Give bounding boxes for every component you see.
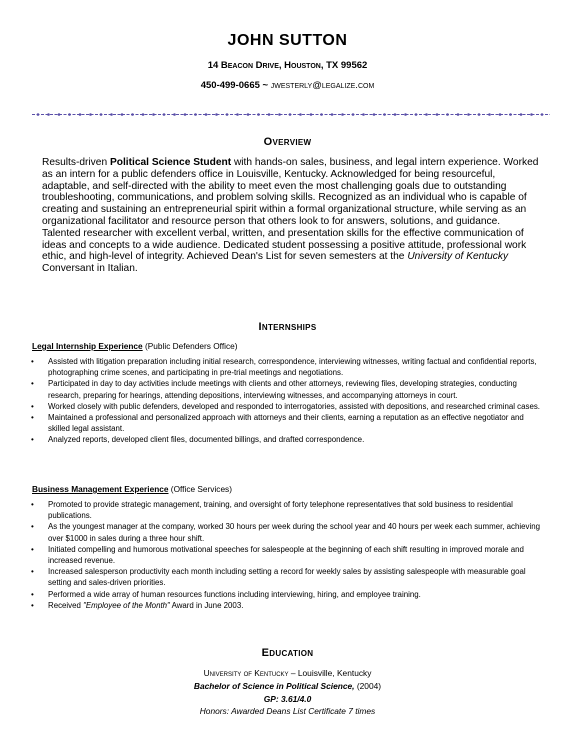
education-gpa: GP: 3.61/4.0	[263, 694, 312, 704]
list-item: • As the youngest manager at the company, worked 30 hours per week during the school year and 40 hours per week each summer, achieving over $1000 in sales during a three hour shift.	[31, 522, 540, 543]
education-degree: Bachelor of Science in Political Science, (2004)	[193, 681, 382, 691]
overview-university: University of Kentucky	[407, 251, 509, 263]
contact-address: 14 Beacon Drive, Houston, TX 99562	[207, 60, 368, 71]
legal-internship-heading: Legal Internship Experience (Public Defenders Office)	[32, 341, 238, 351]
list-item: • Maintained a professional and personalized approach with attorneys and their clients, earning a reputation as an effective negotiator and skilled legal assistant.	[31, 413, 524, 434]
list-item: • Worked closely with public defenders, developed and responded to interrogatories, assisted with depositions, and researched criminal cases.	[31, 401, 540, 411]
business-experience-list	[31, 499, 541, 611]
list-item: • Assisted with litigation preparation including initial research, correspondence, interviewing witnesses, writing factual and confidential reports, photographing crime scenes, and participating in pre-trial meetings and negotiations.	[31, 357, 537, 378]
list-item: • Received "Employee of the Month" Award in June 2003.	[31, 600, 244, 610]
list-item: • Promoted to provide strategic management, training, and oversight of forty telephone representatives that sold business to residential publications.	[31, 500, 513, 521]
contact-phone-email	[0, 80, 575, 91]
list-item: • Analyzed reports, developed client files, documented billings, and drafted correspondence.	[31, 435, 365, 445]
business-experience-heading: Business Management Experience (Office Services)	[32, 484, 232, 494]
list-item: • Initiated compelling and humorous motivational speeches for salespeople at the beginning of each shift resulting in improved morale and increased revenue.	[31, 544, 524, 566]
list-item: • Performed a wide array of human resources functions including interviewing, hiring, and employee training.	[31, 589, 421, 599]
legal-internship-list	[31, 356, 541, 446]
contact-phone: 450-499-0665 ~	[200, 80, 271, 91]
education-heading: Education	[261, 647, 314, 659]
list-item: • Increased salesperson productivity each month including setting a record for weekly sales by assisting salespeople with measurable goal setting and sales-driven priorities.	[31, 567, 526, 588]
resume-name: JOHN SUTTON	[227, 32, 348, 49]
header-divider	[32, 112, 550, 117]
overview-highlight: Political Science Student	[109, 157, 232, 168]
education-university: University of Kentucky – Louisville, Kentucky	[203, 668, 372, 678]
contact-email[interactable]: jwesterly@legalize.com	[270, 80, 375, 91]
education-honors: Honors: Awarded Deans List Certificate 7 times	[199, 706, 376, 716]
overview-heading: Overview	[263, 136, 312, 148]
list-item: • Participated in day to day activities include meetings with clients and other attorneys, reviewing files, developing strategies, conducting research, preparing for hearings, attending depositions, interviewing witnesses, and accompanying attorneys in court.	[31, 379, 517, 400]
internships-heading: Internships	[258, 321, 317, 333]
overview-paragraph: Results-driven Political Science Student with hands-on sales, business, and legal intern experience. Worked as an intern for a public defenders office in Louisville, Kentucky. Acknowledged for being resourceful, adaptable, and self-directed with the ability to meet even the most challenging goals due to outstanding troubleshooting, communications, and problem solving skills. Recognized as an individual who is capable of creating and sustaining an entrepreneurial spirit within a formal organizational structure, while serving as an organizational facilitator and resource person that others look to for answers, solutions, and guidance. Talented researcher with excellent verbal, written, and presentation skills for the effective communication of ideas and concepts to a wide audience. Dedicated student possessing a positive attitude, professional work ethic, and high-level of integrity. Achieved Dean's List for seven semesters at the University of Kentucky Conversant in Italian.	[42, 157, 539, 275]
